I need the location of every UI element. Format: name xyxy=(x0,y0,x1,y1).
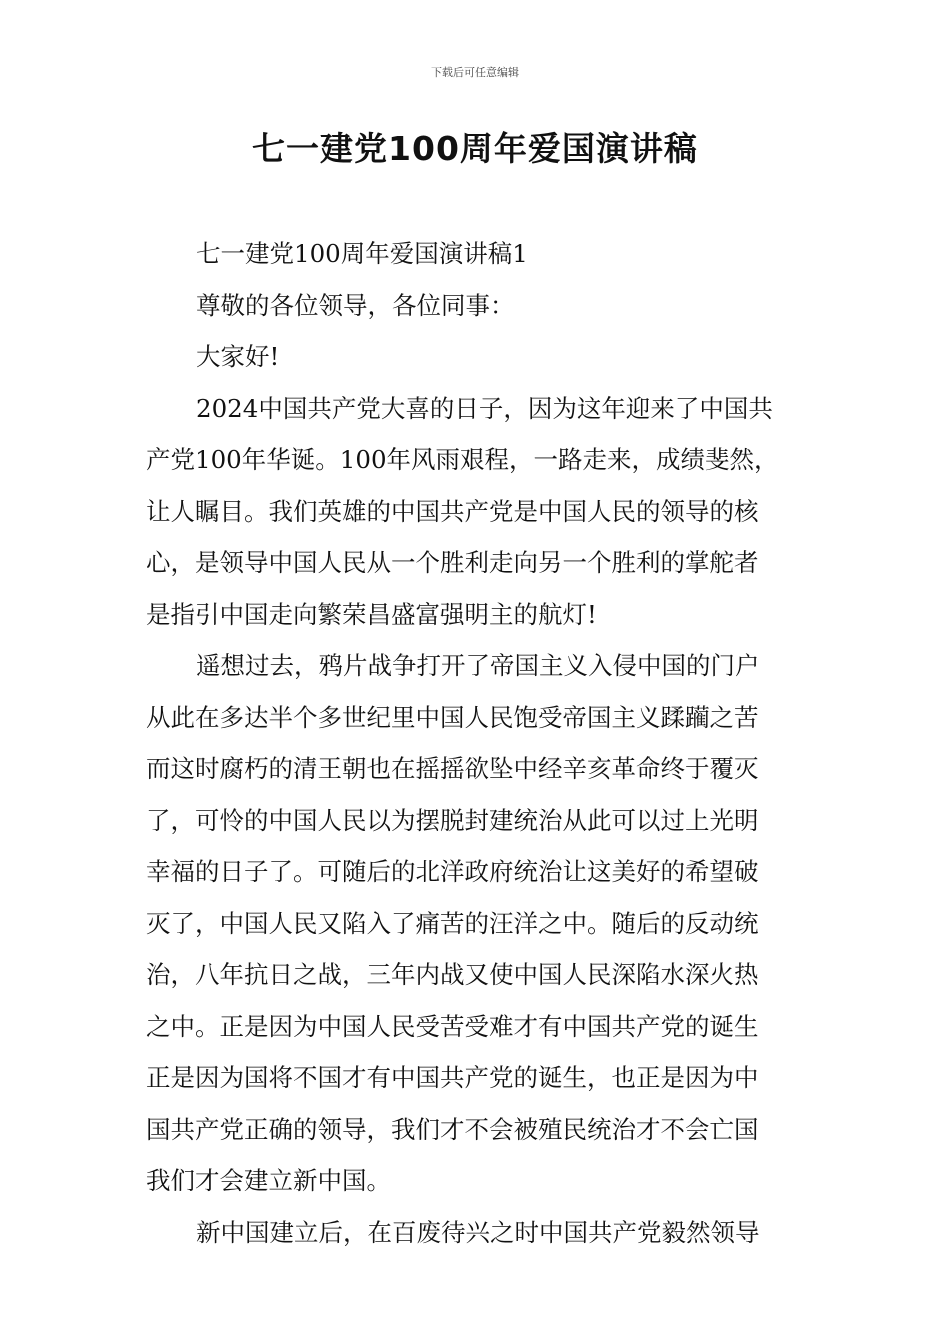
document-body xyxy=(146,228,806,1258)
text-line: 2024中国共产党大喜的日子，因为这年迎来了中国共 xyxy=(196,393,773,423)
text-line: 之中。正是因为中国人民受苦受难才有中国共产党的诞生 xyxy=(146,1011,759,1041)
document-title: 七一建党100周年爱国演讲稿 xyxy=(252,129,698,168)
text-line: 了，可怜的中国人民以为摆脱封建统治从此可以过上光明 xyxy=(146,805,759,835)
text-line: 让人瞩目。我们英雄的中国共产党是中国人民的领导的核 xyxy=(146,496,759,526)
text-line: 遥想过去，鸦片战争打开了帝国主义入侵中国的门户 xyxy=(196,651,760,680)
text-line: 国共产党正确的领导，我们才不会被殖民统治才不会亡国 xyxy=(146,1114,759,1144)
text-line: 从此在多达半个多世纪里中国人民饱受帝国主义蹂躏之苦 xyxy=(146,702,759,732)
text-line: 治，八年抗日之战，三年内战又使中国人民深陷水深火热 xyxy=(146,960,759,989)
text-line: 而这时腐朽的清王朝也在摇摇欲坠中经辛亥革命终于覆灭 xyxy=(146,754,759,783)
text-line: 新中国建立后，在百废待兴之时中国共产党毅然领导 xyxy=(196,1217,760,1247)
header-note: 下载后可任意编辑 xyxy=(431,66,519,79)
text-line: 七一建党100周年爱国演讲稿1 xyxy=(196,239,528,268)
text-line: 正是因为国将不国才有中国共产党的诞生，也正是因为中 xyxy=(146,1063,759,1092)
text-line: 大家好! xyxy=(196,342,280,371)
text-line: 灭了，中国人民又陷入了痛苦的汪洋之中。随后的反动统 xyxy=(146,908,759,938)
text-line: 产党100年华诞。100年风雨艰程，一路走来，成绩斐然， xyxy=(146,445,779,474)
text-line: 是指引中国走向繁荣昌盛富强明主的航灯! xyxy=(146,599,597,629)
text-line: 心，是领导中国人民从一个胜利走向另一个胜利的掌舵者 xyxy=(146,548,759,577)
text-line: 幸福的日子了。可随后的北洋政府统治让这美好的希望破 xyxy=(146,857,759,886)
text-line: 我们才会建立新中国。 xyxy=(146,1166,391,1195)
text-line: 尊敬的各位领导，各位同事： xyxy=(196,290,515,320)
